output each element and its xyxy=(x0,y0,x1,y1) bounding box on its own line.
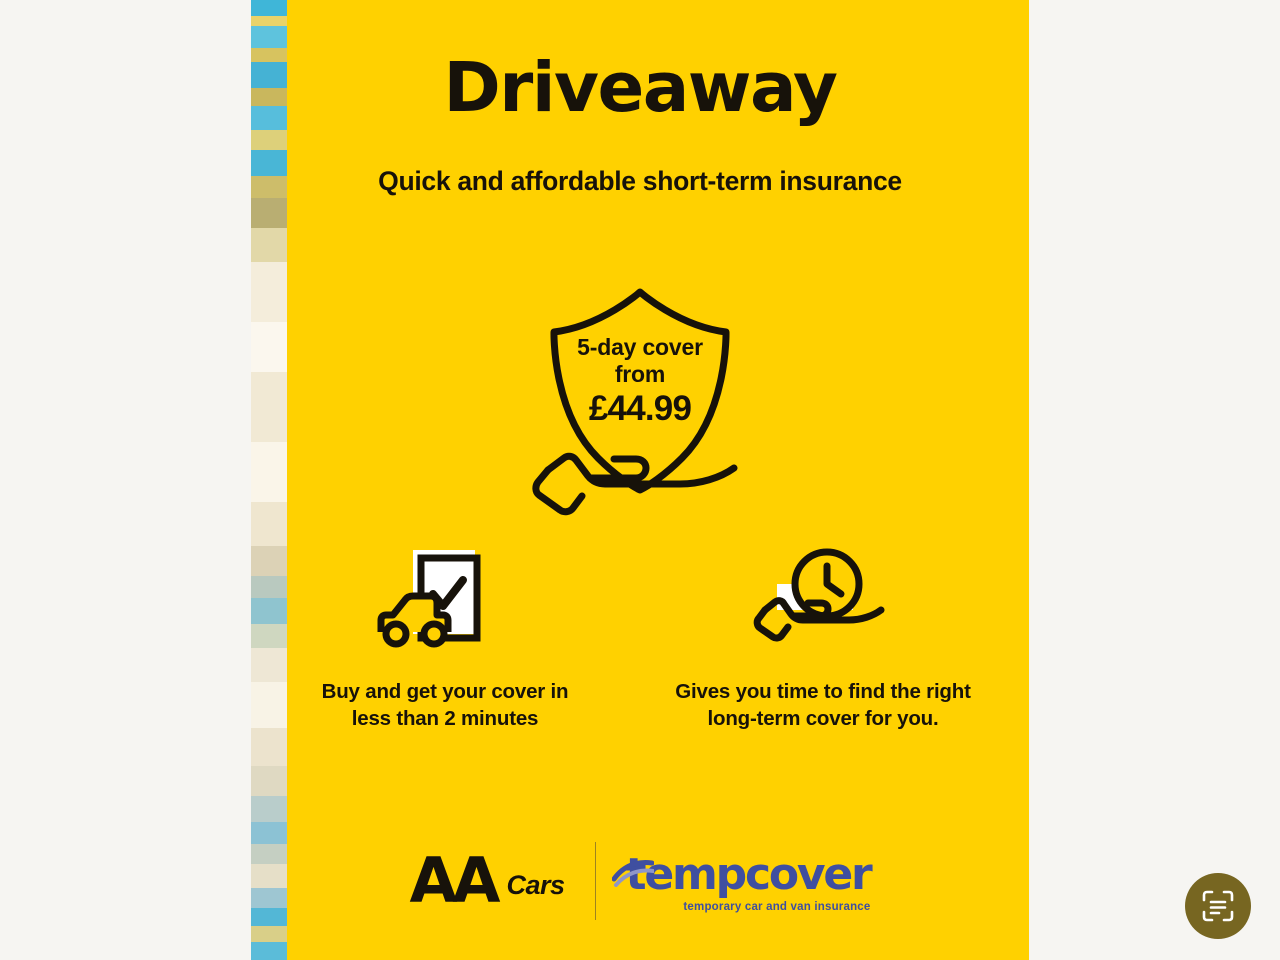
badge-line-1: 5-day cover xyxy=(577,334,703,360)
feature-text xyxy=(295,678,595,733)
badge-line-2: from xyxy=(614,361,666,388)
aa-cars-logo xyxy=(409,843,565,917)
decorative-paint-streak xyxy=(251,0,287,960)
page-title: Driveaway xyxy=(443,48,837,128)
tempcover-swoosh-icon xyxy=(612,857,654,887)
page-subtitle: Quick and affordable short-term insurance xyxy=(378,166,902,196)
brand-footer xyxy=(251,826,1029,936)
feature-text-line-1: Gives you time to find the right xyxy=(675,680,971,703)
feature-item xyxy=(295,546,595,733)
feature-text-line-1: Buy and get your cover in xyxy=(321,680,569,703)
feature-item xyxy=(673,546,973,733)
feature-text-line-2: long-term cover for you. xyxy=(707,707,939,731)
feature-text xyxy=(673,678,973,733)
scan-text-icon xyxy=(1201,889,1235,923)
aa-wordmark: AA xyxy=(409,843,496,917)
badge-price: £44.99 xyxy=(588,389,692,429)
price-badge xyxy=(530,282,750,522)
feature-icon-wrap xyxy=(295,546,595,656)
advertisement-poster xyxy=(251,0,1029,960)
feature-text-line-2: less than 2 minutes xyxy=(351,707,539,731)
logo-divider xyxy=(595,842,596,920)
tempcover-tagline: temporary car and van insurance xyxy=(683,901,871,913)
price-badge-text xyxy=(530,334,750,429)
scan-text-button[interactable] xyxy=(1185,873,1251,939)
tempcover-wordmark: tempcover xyxy=(625,849,871,900)
clock-in-hand-icon xyxy=(753,546,893,656)
car-document-check-icon xyxy=(375,546,515,656)
aa-cars-label: Cars xyxy=(506,870,565,901)
feature-icon-wrap xyxy=(673,546,973,656)
tempcover-logo xyxy=(626,849,871,913)
